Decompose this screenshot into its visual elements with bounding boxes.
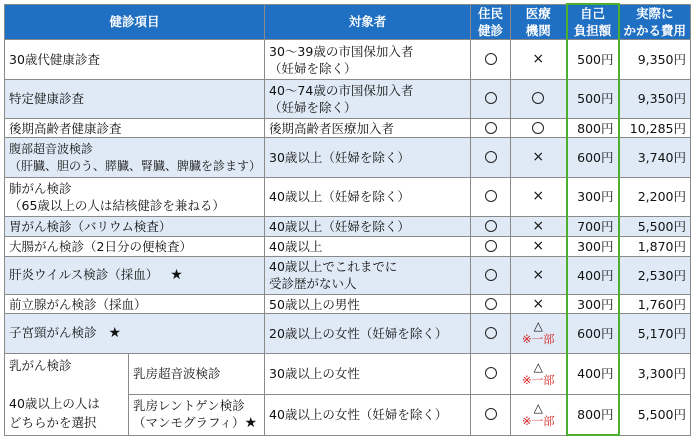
copay: 400円 bbox=[567, 353, 619, 394]
header-copay: 自己 負担額 bbox=[567, 4, 619, 40]
table-row bbox=[5, 237, 691, 256]
table-row bbox=[5, 119, 691, 138]
table-row bbox=[5, 177, 691, 216]
table-row bbox=[5, 79, 691, 118]
triangle-icon: △ bbox=[533, 359, 543, 374]
header-target: 対象者 bbox=[265, 4, 471, 40]
partial-note: ※一部 bbox=[521, 413, 555, 428]
copay: 800円 bbox=[567, 119, 619, 138]
table-row bbox=[5, 314, 691, 353]
copay: 800円 bbox=[567, 394, 619, 435]
actual-cost: 3,300円 bbox=[619, 353, 691, 394]
item-name: 乳房レントゲン検診 （マンモグラフィ）★ bbox=[129, 394, 265, 435]
item-name: 肝炎ウイルス検診（採血） ★ bbox=[5, 256, 265, 294]
actual-cost: 2,200円 bbox=[619, 177, 691, 216]
copay: 400円 bbox=[567, 256, 619, 294]
medical-mark bbox=[511, 79, 567, 118]
table-row bbox=[5, 353, 691, 394]
actual-cost: 1,870円 bbox=[619, 237, 691, 256]
resident-mark bbox=[471, 256, 511, 294]
circle-icon bbox=[485, 122, 497, 134]
copay: 500円 bbox=[567, 40, 619, 79]
item-name: 肺がん検診 （65歳以上の人は結核健診を兼ねる） bbox=[5, 177, 265, 216]
actual-cost: 5,500円 bbox=[619, 394, 691, 435]
target: 50歳以上の男性 bbox=[265, 294, 471, 313]
actual-cost: 1,760円 bbox=[619, 294, 691, 313]
resident-mark bbox=[471, 40, 511, 79]
circle-icon bbox=[485, 298, 497, 310]
circle-icon bbox=[485, 151, 497, 163]
medical-mark bbox=[511, 314, 567, 353]
item-name: 特定健康診査 bbox=[5, 79, 265, 118]
star-icon: ★ bbox=[244, 415, 258, 432]
triangle-icon: △ bbox=[533, 400, 543, 415]
circle-icon bbox=[485, 408, 497, 420]
circle-icon bbox=[485, 53, 497, 65]
circle-icon bbox=[485, 327, 497, 339]
target: 20歳以上の女性（妊婦を除く） bbox=[265, 314, 471, 353]
target: 40歳以上（妊婦を除く） bbox=[265, 177, 471, 216]
item-name: 前立腺がん検診（採血） bbox=[5, 294, 265, 313]
copay: 600円 bbox=[567, 314, 619, 353]
circle-icon bbox=[485, 220, 497, 232]
copay: 300円 bbox=[567, 237, 619, 256]
breast-cancer-group: 乳がん検診 40歳以上の人は どちらかを選択 bbox=[5, 353, 129, 435]
circle-icon bbox=[532, 92, 544, 104]
circle-icon bbox=[485, 367, 497, 379]
table-row bbox=[5, 217, 691, 237]
resident-mark bbox=[471, 119, 511, 138]
resident-mark bbox=[471, 353, 511, 394]
resident-mark bbox=[471, 217, 511, 237]
header-actual-cost: 実際に かかる費用 bbox=[619, 4, 691, 40]
medical-mark: × bbox=[511, 177, 567, 216]
item-name: 後期高齢者健康診査 bbox=[5, 119, 265, 138]
circle-icon bbox=[485, 269, 497, 281]
table-row bbox=[5, 294, 691, 313]
item-name: 腹部超音波検診 （肝臓、胆のう、膵臓、腎臓、脾臓を診ます） bbox=[5, 138, 265, 177]
actual-cost: 5,170円 bbox=[619, 314, 691, 353]
resident-mark bbox=[471, 294, 511, 313]
target: 後期高齢者医療加入者 bbox=[265, 119, 471, 138]
medical-mark: × bbox=[511, 138, 567, 177]
circle-icon bbox=[485, 240, 497, 252]
actual-cost: 10,285円 bbox=[619, 119, 691, 138]
circle-icon bbox=[485, 190, 497, 202]
resident-mark bbox=[471, 394, 511, 435]
target: 30歳以上の女性 bbox=[265, 353, 471, 394]
medical-mark bbox=[511, 394, 567, 435]
copay: 300円 bbox=[567, 177, 619, 216]
item-name: 胃がん検診（バリウム検査） bbox=[5, 217, 265, 237]
actual-cost: 3,740円 bbox=[619, 138, 691, 177]
medical-mark: × bbox=[511, 294, 567, 313]
target: 40～74歳の市国保加入者 （妊婦を除く） bbox=[265, 79, 471, 118]
item-name: 子宮頸がん検診 ★ bbox=[5, 314, 265, 353]
resident-mark bbox=[471, 138, 511, 177]
copay: 300円 bbox=[567, 294, 619, 313]
copay: 600円 bbox=[567, 138, 619, 177]
medical-mark: × bbox=[511, 237, 567, 256]
resident-mark bbox=[471, 237, 511, 256]
partial-note: ※一部 bbox=[521, 372, 555, 387]
medical-mark bbox=[511, 119, 567, 138]
table-row bbox=[5, 138, 691, 177]
header-resident: 住民 健診 bbox=[471, 4, 511, 40]
actual-cost: 9,350円 bbox=[619, 40, 691, 79]
header-item: 健診項目 bbox=[5, 4, 265, 40]
medical-mark: × bbox=[511, 256, 567, 294]
actual-cost: 2,530円 bbox=[619, 256, 691, 294]
circle-icon bbox=[532, 122, 544, 134]
resident-mark bbox=[471, 79, 511, 118]
table-row bbox=[5, 256, 691, 294]
header-medical: 医療 機関 bbox=[511, 4, 567, 40]
triangle-icon: △ bbox=[533, 319, 543, 334]
actual-cost: 5,500円 bbox=[619, 217, 691, 237]
target: 30～39歳の市国保加入者 （妊婦を除く） bbox=[265, 40, 471, 79]
health-checkup-table bbox=[4, 3, 691, 436]
partial-note: ※一部 bbox=[521, 332, 555, 347]
item-name: 30歳代健康診査 bbox=[5, 40, 265, 79]
resident-mark bbox=[471, 177, 511, 216]
medical-mark: × bbox=[511, 40, 567, 79]
medical-mark: × bbox=[511, 217, 567, 237]
target: 40歳以上の女性（妊婦を除く） bbox=[265, 394, 471, 435]
table-row bbox=[5, 40, 691, 79]
item-name: 大腸がん検診（2日分の便検査） bbox=[5, 237, 265, 256]
resident-mark bbox=[471, 314, 511, 353]
item-name: 乳房超音波検診 bbox=[129, 353, 265, 394]
circle-icon bbox=[485, 92, 497, 104]
target: 40歳以上 bbox=[265, 237, 471, 256]
actual-cost: 9,350円 bbox=[619, 79, 691, 118]
copay: 700円 bbox=[567, 217, 619, 237]
medical-mark bbox=[511, 353, 567, 394]
target: 40歳以上でこれまでに 受診歴がない人 bbox=[265, 256, 471, 294]
star-icon: ★ bbox=[108, 325, 121, 342]
copay: 500円 bbox=[567, 79, 619, 118]
header-row bbox=[5, 4, 691, 40]
star-icon: ★ bbox=[170, 267, 183, 284]
target: 40歳以上（妊婦を除く） bbox=[265, 217, 471, 237]
target: 30歳以上（妊婦を除く） bbox=[265, 138, 471, 177]
